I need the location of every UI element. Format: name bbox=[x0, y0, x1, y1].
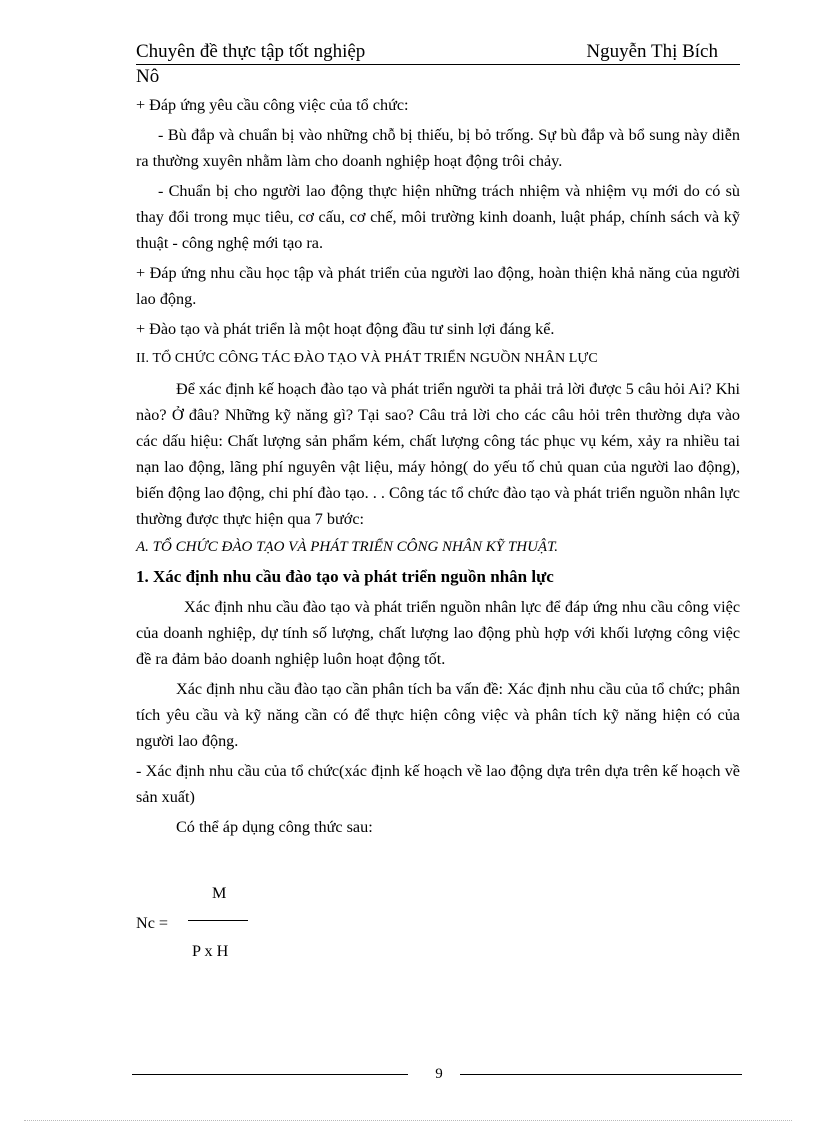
paragraph-learning-needs: + Đáp ứng nhu cầu học tập và phát triển của người lao động, hoàn thiện khả năng của người lao động. bbox=[136, 264, 740, 308]
paragraph-planning-questions: Để xác định kế hoạch đào tạo và phát triển người ta phải trả lời được 5 câu hỏi Ai? Khi nào? Ở đâu? Những kỹ năng gì? Tại sao? Câu trả lời cho các câu hỏi trên thường dựa vào các dấu hiệu: Chất lượng sản phẩm kém, chất lượng công tác phục vụ kém, xảy ra nhiều tai nạn lao động, lãng phí nguyên vật liệu, máy hỏng( do yếu tố chủ quan của người lao động), biến động lao động, chi phí đào tạo. . . Công tác tổ chức đào tạo và phát triển nguồn nhân lực thường được thực hiện qua 7 bước: bbox=[136, 380, 740, 528]
formula-denominator: P x H bbox=[192, 942, 229, 960]
paragraph-determine-needs: Xác định nhu cầu đào tạo và phát triển nguồn nhân lực để đáp ứng nhu cầu công việc của doanh nghiệp, dự tính số lượng, chất lượng lao động phù hợp với khối lượng công việc đề ra đảm bảo doanh nghiệp luôn hoạt động tốt. bbox=[136, 598, 740, 668]
formula-nc bbox=[136, 880, 336, 970]
page-number: 9 bbox=[435, 1066, 443, 1082]
page-header bbox=[136, 40, 740, 89]
paragraph-compensation: - Bù đắp và chuẩn bị vào những chỗ bị thiếu, bị bỏ trống. Sự bù đắp và bổ sung này diễn ra thường xuyên nhằm làm cho doanh nghiệp hoạt động trôi chảy. bbox=[136, 126, 740, 170]
formula-numerator: M bbox=[212, 884, 227, 902]
paragraph-three-issues: Xác định nhu cầu đào tạo cần phân tích ba vấn đề: Xác định nhu cầu của tổ chức; phân tích yêu cầu và kỹ năng cần có để thực hiện công việc và phân tích kỹ năng hiện có của người lao động. bbox=[136, 680, 740, 750]
paragraph-org-needs: - Xác định nhu cầu của tổ chức(xác định kế hoạch về lao động dựa trên dựa trên kế hoạch về sản xuất) bbox=[136, 762, 740, 806]
formula-fraction-bar bbox=[188, 920, 248, 921]
page-bottom-border bbox=[24, 1120, 792, 1121]
paragraph-prepare-workers: - Chuẩn bị cho người lao động thực hiện những trách nhiệm và nhiệm vụ mới do có sù thay đổi trong mục tiêu, cơ cấu, cơ chế, môi trường kinh doanh, luật pháp, chính sách và kỹ thuật - công nghệ mới tạo ra. bbox=[136, 182, 740, 252]
paragraph-investment: + Đào tạo và phát triển là một hoạt động đầu tư sinh lợi đáng kể. bbox=[136, 320, 555, 338]
header-rule bbox=[136, 40, 740, 65]
document-body bbox=[136, 92, 740, 844]
formula-lhs: Nc = bbox=[136, 914, 169, 932]
section-heading-ii: II. TỔ CHỨC CÔNG TÁC ĐÀO TẠO VÀ PHÁT TRIỂN NGUỒN NHÂN LỰC bbox=[136, 351, 598, 366]
header-author-continuation: Nô bbox=[136, 66, 160, 87]
footer-rule-left bbox=[132, 1074, 408, 1075]
paragraph-formula-intro: Có thể áp dụng công thức sau: bbox=[176, 818, 373, 836]
footer-rule-right bbox=[460, 1074, 742, 1075]
section-heading-1: 1. Xác định nhu cầu đào tạo và phát triển nguồn nhân lực bbox=[136, 567, 554, 586]
header-title: Chuyên đề thực tập tốt nghiệp bbox=[136, 41, 366, 62]
section-heading-a: A. TỔ CHỨC ĐÀO TẠO VÀ PHÁT TRIỂN CÔNG NHÂN KỸ THUẬT. bbox=[136, 539, 559, 555]
paragraph-requirement-org: + Đáp ứng yêu cầu công việc của tổ chức: bbox=[136, 96, 409, 114]
page-footer bbox=[132, 1064, 742, 1084]
header-author: Nguyễn Thị Bích bbox=[586, 41, 718, 62]
